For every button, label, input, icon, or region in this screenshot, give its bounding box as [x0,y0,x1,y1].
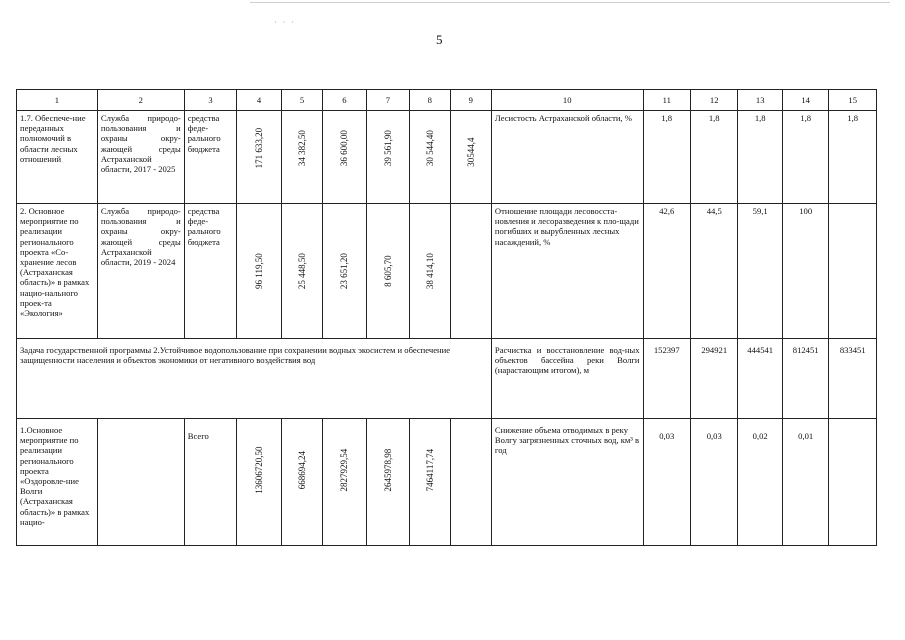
indicator-value: 0,03 [690,419,737,546]
amount-cell: 38 414,10 [410,204,450,339]
table-row [17,419,877,546]
indicator-value: 42,6 [643,204,690,339]
indicator-value: 1,8 [782,111,828,204]
header-cell: 2 [97,90,184,111]
activity-name: 2. Основное мероприятие по реализации регионального проекта «Со-хранение лесов (Астраханская область)» в рамках нацио-нального проек-та «Экология» [17,204,98,339]
indicator-value: 1,8 [829,111,877,204]
executor: Служба природо-пользования и охраны окру-жающей среды Астраханской области, 2017 - 2025 [97,111,184,204]
amount-cell: 34 382,50 [281,111,322,204]
indicator-value: 1,8 [643,111,690,204]
amount-cell [450,419,491,546]
amount-cell: 36 600,00 [323,111,366,204]
header-cell: 9 [450,90,491,111]
scan-speck: · · · [274,18,296,27]
indicator-value: 100 [782,204,828,339]
amount-cell: 30 544,40 [410,111,450,204]
page-number: 5 [436,32,443,47]
amount-cell: 13606720,50 [237,419,281,546]
program-table [16,89,877,546]
table-row [17,111,877,204]
header-cell: 8 [410,90,450,111]
indicator-name: Снижение объема отводимых в реку Волгу загрязненных сточных вод, км³ в год [491,419,643,546]
indicator-value: 1,8 [690,111,737,204]
amount-cell: 96 119,50 [237,204,281,339]
indicator-value: 44,5 [690,204,737,339]
indicator-name: Отношение площади лесовосста-новления и лесоразведения к пло-щади погибших и вырубленных лесных насаждений, % [491,204,643,339]
executor [97,419,184,546]
header-cell: 4 [237,90,281,111]
scan-edge-line [250,2,890,3]
funding-source: средства феде-рального бюджета [184,111,237,204]
table-row [17,204,877,339]
amount-cell: 8 605,70 [366,204,409,339]
indicator-value [829,419,877,546]
indicator-value: 0,03 [643,419,690,546]
activity-name: 1.7. Обеспече-ние переданных полномочий в области лесных отношений [17,111,98,204]
amount-cell [450,204,491,339]
program-task: Задача государственной программы 2.Устойчивое водопользование при сохранении водных экосистем и обеспечение защищенности населения и объектов экономики от негативного воздействия вод [17,339,492,419]
indicator-value: 0,01 [782,419,828,546]
indicator-value [829,204,877,339]
indicator-value: 294921 [690,339,737,419]
funding-source: Всего [184,419,237,546]
header-cell: 13 [738,90,782,111]
indicator-value: 812451 [782,339,828,419]
amount-cell: 39 561,90 [366,111,409,204]
header-cell: 7 [366,90,409,111]
executor: Служба природо-пользования и охраны окру-жающей среды Астраханской области, 2019 - 2024 [97,204,184,339]
header-cell: 6 [323,90,366,111]
indicator-name: Расчистка и восстановление вод-ных объектов бассейна реки Волги (нарастающим итогом), м [491,339,643,419]
indicator-value: 1,8 [738,111,782,204]
indicator-name: Лесистость Астраханской области, % [491,111,643,204]
indicator-value: 59,1 [738,204,782,339]
amount-cell: 25 448,50 [281,204,322,339]
header-cell: 1 [17,90,98,111]
indicator-value: 833451 [829,339,877,419]
header-cell: 12 [690,90,737,111]
header-cell: 3 [184,90,237,111]
indicator-value: 152397 [643,339,690,419]
indicator-value: 444541 [738,339,782,419]
funding-source: средства феде-рального бюджета [184,204,237,339]
amount-cell: 668694,24 [281,419,322,546]
amount-cell: 23 651,20 [323,204,366,339]
header-cell: 15 [829,90,877,111]
amount-cell: 30544,4 [450,111,491,204]
header-cell: 14 [782,90,828,111]
indicator-value: 0,02 [738,419,782,546]
amount-cell: 2827929,54 [323,419,366,546]
header-cell: 5 [281,90,322,111]
header-cell: 11 [643,90,690,111]
header-cell: 10 [491,90,643,111]
amount-cell: 171 633,20 [237,111,281,204]
header-row [17,90,877,111]
amount-cell: 2645978,98 [366,419,409,546]
amount-cell: 7464117,74 [410,419,450,546]
activity-name: 1.Основное мероприятие по реализации регионального проекта «Оздоровле-ние Волги (Астраханская область)» в рамках нацио- [17,419,98,546]
table-row [17,339,877,419]
